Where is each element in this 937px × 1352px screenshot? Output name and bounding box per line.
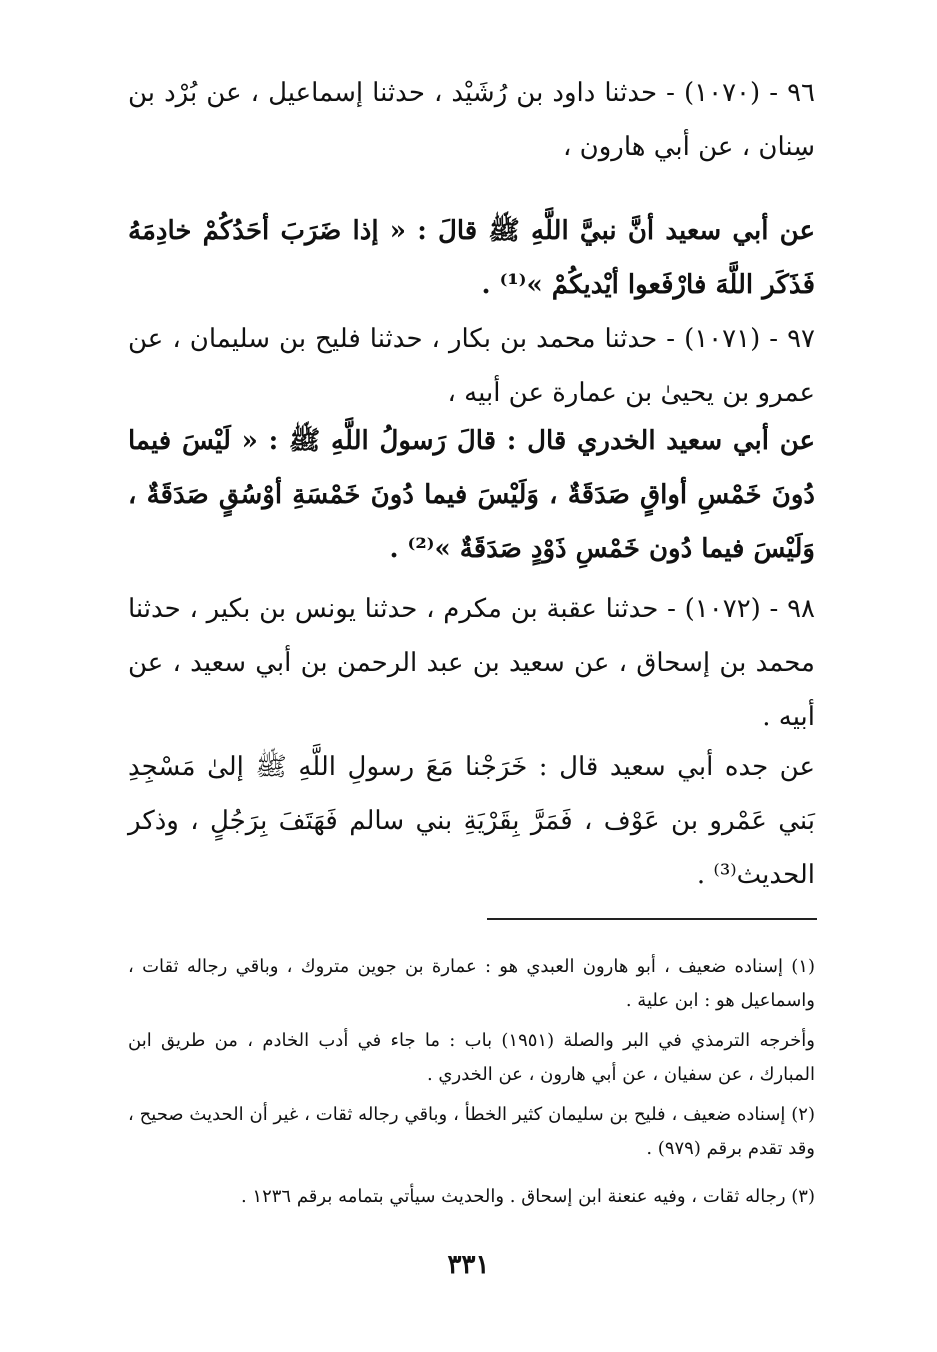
hadith-97-isnad: ٩٧ - (١٠٧١) - حدثنا محمد بن بكار ، حدثنا فليح بن سليمان ، عن عمرو بن يحيىٰ بن عمارة عن أبيه ، [128, 324, 815, 408]
hadith-96-isnad: ٩٦ - (١٠٧٠) - حدثنا داود بن رُشَيْد ، حدثنا إسماعيل ، عن بُرْد بن سِنان ، عن أبي هارون ، [128, 78, 815, 162]
hadith-98-isnad: ٩٨ - (١٠٧٢) - حدثنا عقبة بن مكرم ، حدثنا يونس بن بكير ، حدثنا محمد بن إسحاق ، عن سعيد بن عبد الرحمن بن أبي سعيد ، عن أبيه . [128, 594, 815, 732]
hadith-96-matn: عن أبي سعيد أنَّ نبيَّ اللَّهِ ﷺ قالَ : « إذا ضَرَبَ أحَدُكُمْ خادِمَهُ فَذَكَر اللَّهَ فارْفَعوا أيْديكُمْ »⁽¹⁾ . [128, 216, 815, 300]
footnote-1-a: (١) إسناده ضعيف ، أبو هارون العبدي هو : عمارة بن جوين متروك ، وباقي رجاله ثقات ، واسماعيل هو : ابن علية . [128, 956, 815, 1011]
hadith-98-matn: عن جده أبي سعيد قال : خَرَجْنا مَعَ رسولِ اللَّهِ ﷺ إلىٰ مَسْجِدِ بَني عَمْرو بن عَوْف ، فَمَرَّ بِقَرْيَةِ بني سالم فَهَتَفَ بِرَجُلٍ ، وذكر الحديث⁽³⁾ . [128, 752, 815, 890]
footnote-1-b: وأخرجه الترمذي في البر والصلة (١٩٥١) باب : ما جاء في أدب الخادم ، من طريق ابن المبارك ، عن سفيان ، عن أبي هارون ، عن الخدري . [128, 1030, 815, 1085]
page-number: ٣٣١ [447, 1250, 490, 1280]
hadith-97-matn: عن أبي سعيد الخدري قال : قالَ رَسولُ اللَّهِ ﷺ : « لَيْسَ فيما دُونَ خَمْسِ أواقٍ صَدَقَةٌ ، وَلَيْسَ فيما دُونَ خَمْسَةِ أوْسُقٍ صَدَقَةٌ ، وَلَيْسَ فيما دُون خَمْسِ ذَوْدٍ صَدَقَةٌ »⁽²⁾ . [128, 426, 815, 564]
footnote-2: (٢) إسناده ضعيف ، فليح بن سليمان كثير الخطأ ، وباقي رجاله ثقات ، غير أن الحديث صحيح ، وقد تقدم برقم (٩٧٩) . [128, 1104, 815, 1159]
footnote-separator [487, 918, 817, 920]
footnote-3: (٣) رجاله ثقات ، وفيه عنعنة ابن إسحاق . والحديث سيأتي بتمامه برقم ١٢٣٦ . [240, 1186, 815, 1207]
